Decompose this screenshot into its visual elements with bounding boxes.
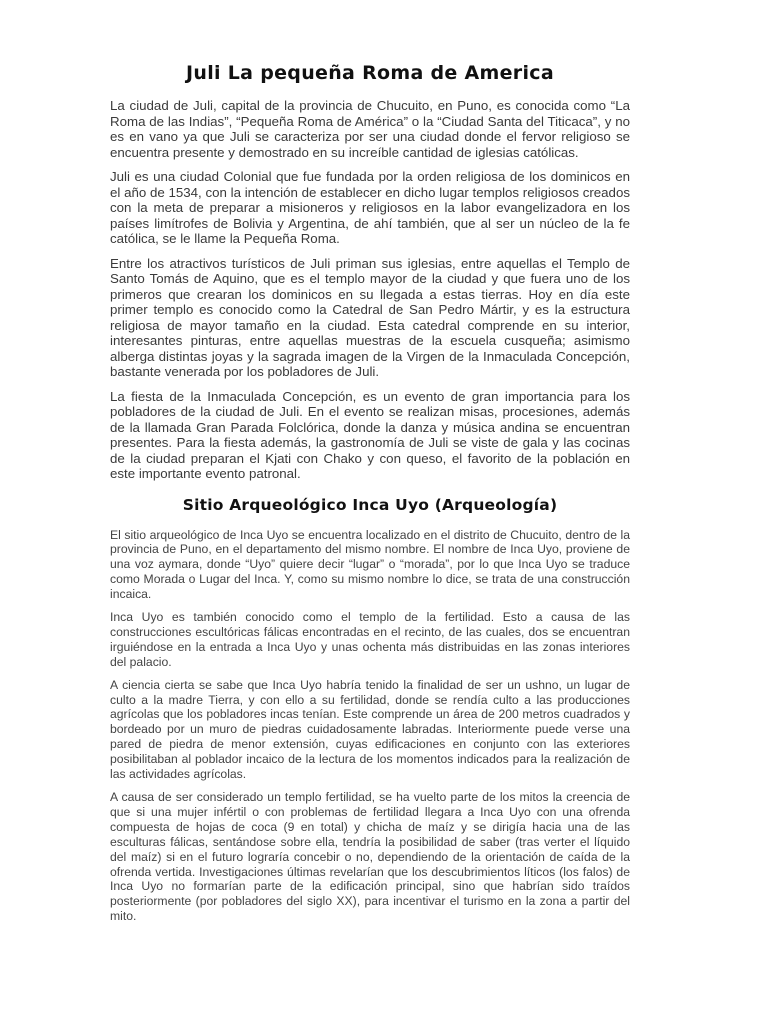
section-heading: Sitio Arqueológico Inca Uyo (Arqueología): [182, 495, 558, 514]
paragraph: A ciencia cierta se sabe que Inca Uyo habría tenido la finalidad de ser un ushno, un lugar de culto a la madre Tierra, y con ello a su fertilidad, donde se rendía culto a las producciones agrícolas que los pobladores incas tenían. Este comprende un área de 200 metros cuadrados y bordeado por un muro de piedras cuidadosamente labradas. Interiormente puede verse una pared de piedra de menor extensión, cuyas edificaciones en conjunto con las exteriores posibilitaban al poblador incaico de la lectura de los momentos indicados para la realización de las actividades agrícolas.: [110, 677, 630, 782]
paragraph: Inca Uyo es también conocido como el templo de la fertilidad. Esto a causa de las construcciones escultóricas fálicas encontradas en el recinto, de las cuales, dos se encuentran irguiéndose en la entrada a Inca Uyo y unas ochenta más distribuidas en las zonas interiores del palacio.: [110, 610, 630, 669]
paragraph: Juli es una ciudad Colonial que fue fundada por la orden religiosa de los dominicos en el año de 1534, con la intención de establecer en dicho lugar templos religiosos creados con la meta de preparar a misioneros y religiosos en la labor evangelizadora en los países limítrofes de Bolivia y Argentina, de ahí también, que al ser un núcleo de la fe católica, se le llame la Pequeña Roma.: [110, 169, 630, 246]
document-title: Juli La pequeña Roma de America: [186, 62, 554, 84]
paragraph: La ciudad de Juli, capital de la provincia de Chucuito, en Puno, es conocida como “La Roma de las Indias”, “Pequeña Roma de América” o la “Ciudad Santa del Titicaca”, y no es en vano ya que Juli se caracteriza por ser una ciudad donde el fervor religioso se encuentra presente y demostrado en su increíble cantidad de iglesias católicas.: [110, 98, 630, 160]
paragraph: Entre los atractivos turísticos de Juli priman sus iglesias, entre aquellas el Templo de Santo Tomás de Aquino, que es el templo mayor de la ciudad y que fuera uno de los primeros que crearan los dominicos en su llegada a estas tierras. Hoy en día este primer templo es conocido como la Catedral de San Pedro Mártir, y es la estructura religiosa de mayor tamaño en la ciudad. Esta catedral comprende en su interior, interesantes pinturas, entre aquellas muestras de la escuela cusqueña; asimismo alberga distintas joyas y la sagrada imagen de la Virgen de la Inmaculada Concepción, bastante venerada por los pobladores de Juli.: [110, 255, 630, 379]
paragraph: A causa de ser considerado un templo fertilidad, se ha vuelto parte de los mitos la creencia de que si una mujer infértil o con problemas de fertilidad llegara a Inca Uyo con una ofrenda compuesta de hojas de coca (9 en total) y chicha de maíz y se dirigía hacia una de las esculturas fálicas, sentándose sobre ella, tendría la posibilidad de saber (tras verter el líquido del maíz) si en el futuro lograría concebir o no, dependiendo de la orientación de caída de la ofrenda vertida. Investigaciones últimas revelarían que los descubrimientos líticos (los falos) de Inca Uyo no formarían parte de la edificación principal, sino que habrían sido traídos posteriormente (por pobladores del siglo XX), para incentivar el turismo en la zona a partir del mito.: [110, 790, 630, 924]
paragraph: El sitio arqueológico de Inca Uyo se encuentra localizado en el distrito de Chucuito, dentro de la provincia de Puno, en el departamento del mismo nombre. El nombre de Inca Uyo, proviene de una voz aymara, donde “Uyo” quiere decir “lugar” o “morada”, por lo que Inca Uyo se traduce como Morada o Lugar del Inca. Y, como su mismo nombre lo dice, se trata de una construcción incaica.: [110, 527, 630, 602]
section-inca-uyo: [110, 528, 630, 925]
section-juli: [110, 98, 630, 482]
paragraph: La fiesta de la Inmaculada Concepción, es un evento de gran importancia para los pobladores de la ciudad de Juli. En el evento se realizan misas, procesiones, además de la llamada Gran Parada Folclórica, donde la danza y música andina se encuentran presentes. Para la fiesta además, la gastronomía de Juli se viste de gala y las cocinas de la ciudad preparan el Kjati con Chako y con queso, el favorito de la población en este importante evento patronal.: [110, 388, 630, 481]
document-content: [110, 62, 630, 932]
